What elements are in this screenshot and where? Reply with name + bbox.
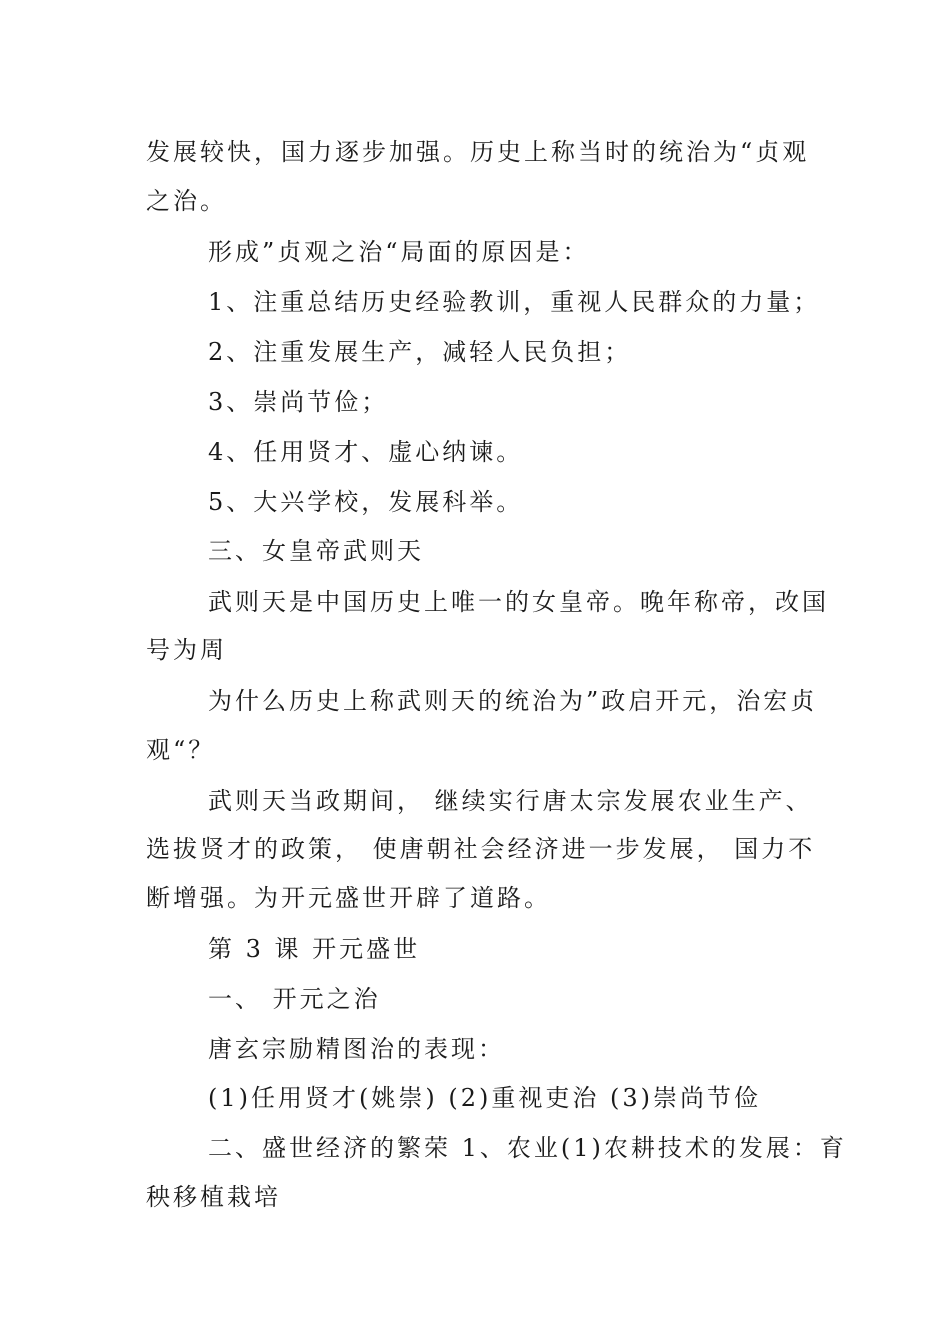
section-heading: 二、盛世经济的繁荣 1、农业(1)农耕技术的发展：育: [208, 1134, 847, 1162]
paragraph-line: 断增强。为开元盛世开辟了道路。: [146, 884, 551, 912]
section-heading: 三、女皇帝武则天: [208, 537, 424, 565]
paragraph-line: 号为周: [146, 636, 227, 664]
paragraph-line: 形成”贞观之治“局面的原因是：: [208, 238, 590, 266]
paragraph-line: 武则天当政期间， 继续实行唐太宗发展农业生产、: [208, 787, 813, 815]
section-heading: 一、 开元之治: [208, 985, 381, 1013]
paragraph-line: 秧移植栽培: [146, 1183, 281, 1211]
list-item: 2、注重发展生产，减轻人民负担；: [208, 338, 632, 366]
paragraph-line: 之治。: [146, 187, 227, 215]
paragraph-line: 选拔贤才的政策， 使唐朝社会经济进一步发展， 国力不: [146, 835, 816, 863]
list-item: 4、任用贤才、虚心纳谏。: [208, 438, 524, 466]
list-item: 3、崇尚节俭；: [208, 388, 389, 416]
paragraph-line: 观“？: [146, 736, 216, 764]
list-item: 1、注重总结历史经验教训，重视人民群众的力量；: [208, 288, 821, 316]
paragraph-line: (1)任用贤才(姚崇) (2)重视吏治 (3)崇尚节俭: [208, 1084, 761, 1112]
paragraph-line: 唐玄宗励精图治的表现：: [208, 1035, 505, 1063]
list-item: 5、大兴学校，发展科举。: [208, 488, 524, 516]
lesson-heading: 第 3 课 开元盛世: [208, 935, 421, 963]
paragraph-line: 发展较快，国力逐步加强。历史上称当时的统治为“贞观: [146, 138, 810, 166]
paragraph-line: 武则天是中国历史上唯一的女皇帝。晚年称帝，改国: [208, 588, 829, 616]
paragraph-line: 为什么历史上称武则天的统治为”政启开元，治宏贞: [208, 687, 818, 715]
